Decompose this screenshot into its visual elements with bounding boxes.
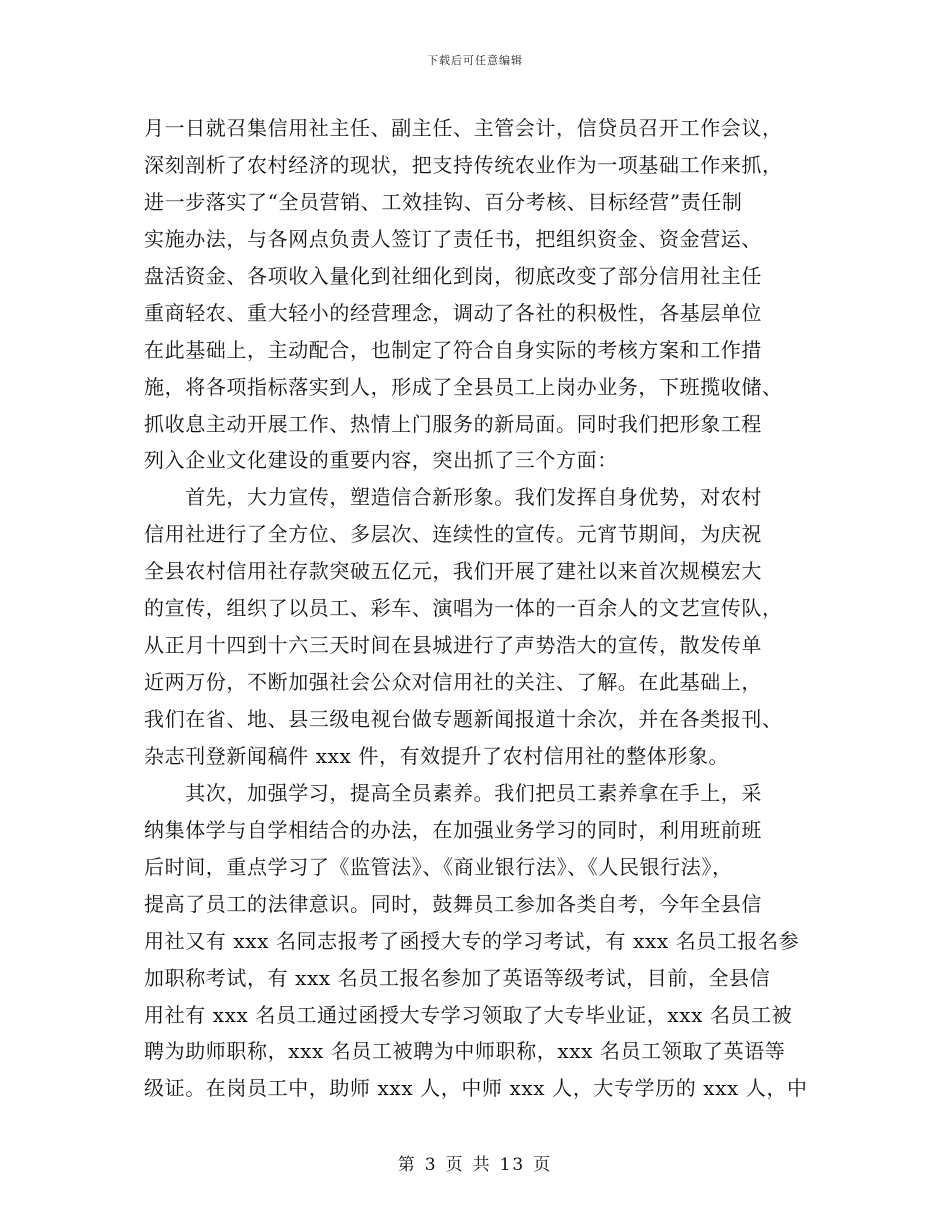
total-pages-number: 13: [499, 1155, 526, 1175]
paragraph-line: 后时间，重点学习了《监管法》、《商业银行法》、《人民银行法》，: [144, 854, 733, 879]
total-label-prefix: 共: [472, 1155, 492, 1175]
page-label-mid: 页: [445, 1155, 465, 1175]
current-page-number: 3: [424, 1155, 438, 1175]
paragraph-line: 进一步落实了“全员营销、工效挂钩、百分考核、目标经营”责任制: [144, 189, 743, 214]
paragraph-line: 首先，大力宣传，塑造信合新形象。我们发挥自身优势，对农村: [144, 485, 762, 510]
header-note: 下载后可任意编辑: [427, 54, 523, 67]
paragraph-line: 的宣传，组织了以员工、彩车、演唱为一体的一百余人的文艺宣传队，: [144, 596, 783, 621]
paragraph-line: 盘活资金、各项收入量化到社细化到岗，彻底改变了部分信用社主任: [144, 263, 762, 288]
paragraph-line: 用社又有 xxx 名同志报考了函授大专的学习考试，有 xxx 名员工报名参: [144, 928, 800, 953]
paragraph-line: 从正月十四到十六三天时间在县城进行了声势浩大的宣传，散发传单: [144, 633, 762, 658]
paragraph-line: 加职称考试，有 xxx 名员工报名参加了英语等级考试，目前，全县信: [144, 965, 771, 990]
paragraph-line: 用社有 xxx 名员工通过函授大专学习领取了大专毕业证，xxx 名员工被: [144, 1002, 793, 1027]
paragraph-line: 深刻剖析了农村经济的现状，把支持传统农业作为一项基础工作来抓，: [144, 152, 783, 177]
paragraph-line: 其次，加强学习，提高全员素养。我们把员工素养拿在手上，采: [144, 780, 762, 805]
paragraph-line: 近两万份，不断加强社会公众对信用社的关注、了解。在此基础上，: [144, 670, 762, 695]
paragraph-line: 实施办法，与各网点负责人签订了责任书，把组织资金、资金营运、: [144, 226, 762, 251]
paragraph-line: 抓收息主动开展工作、热情上门服务的新局面。同时我们把形象工程: [144, 411, 762, 436]
page-label-prefix: 第: [397, 1155, 417, 1175]
paragraph-line: 提高了员工的法律意识。同时，鼓舞员工参加各类自考，今年全县信: [144, 891, 762, 916]
paragraph-line: 在此基础上，主动配合，也制定了符合自身实际的考核方案和工作措: [144, 337, 762, 362]
paragraph-line: 列入企业文化建设的重要内容，突出抓了三个方面：: [144, 448, 618, 473]
page-footer: [0, 1154, 950, 1176]
paragraph-line: 杂志刊登新闻稿件 xxx 件，有效提升了农村信用社的整体形象。: [144, 743, 730, 768]
paragraph-line: 我们在省、地、县三级电视台做专题新闻报道十余次，并在各类报刊、: [144, 707, 783, 731]
paragraph-line: 施，将各项指标落实到人，形成了全县员工上岗办业务，下班揽收储、: [144, 374, 783, 399]
paragraph-line: 月一日就召集信用社主任、副主任、主管会计，信贷员召开工作会议，: [144, 116, 783, 140]
body-text: [144, 110, 808, 1107]
total-label-suffix: 页: [533, 1155, 553, 1175]
paragraph-line: 纳集体学与自学相结合的办法，在加强业务学习的同时，利用班前班: [144, 817, 762, 842]
paragraph-line: 信用社进行了全方位、多层次、连续性的宣传。元宵节期间，为庆祝: [144, 522, 762, 547]
paragraph-line: 聘为助师职称，xxx 名员工被聘为中师职称，xxx 名员工领取了英语等: [144, 1039, 786, 1064]
paragraph-line: 重商轻农、重大轻小的经营理念，调动了各社的积极性，各基层单位: [144, 300, 762, 325]
paragraph-line: 全县农村信用社存款突破五亿元，我们开展了建社以来首次规模宏大: [144, 559, 762, 584]
paragraph-line: 级证。在岗员工中，助师 xxx 人，中师 xxx 人，大专学历的 xxx 人，中: [144, 1076, 808, 1101]
